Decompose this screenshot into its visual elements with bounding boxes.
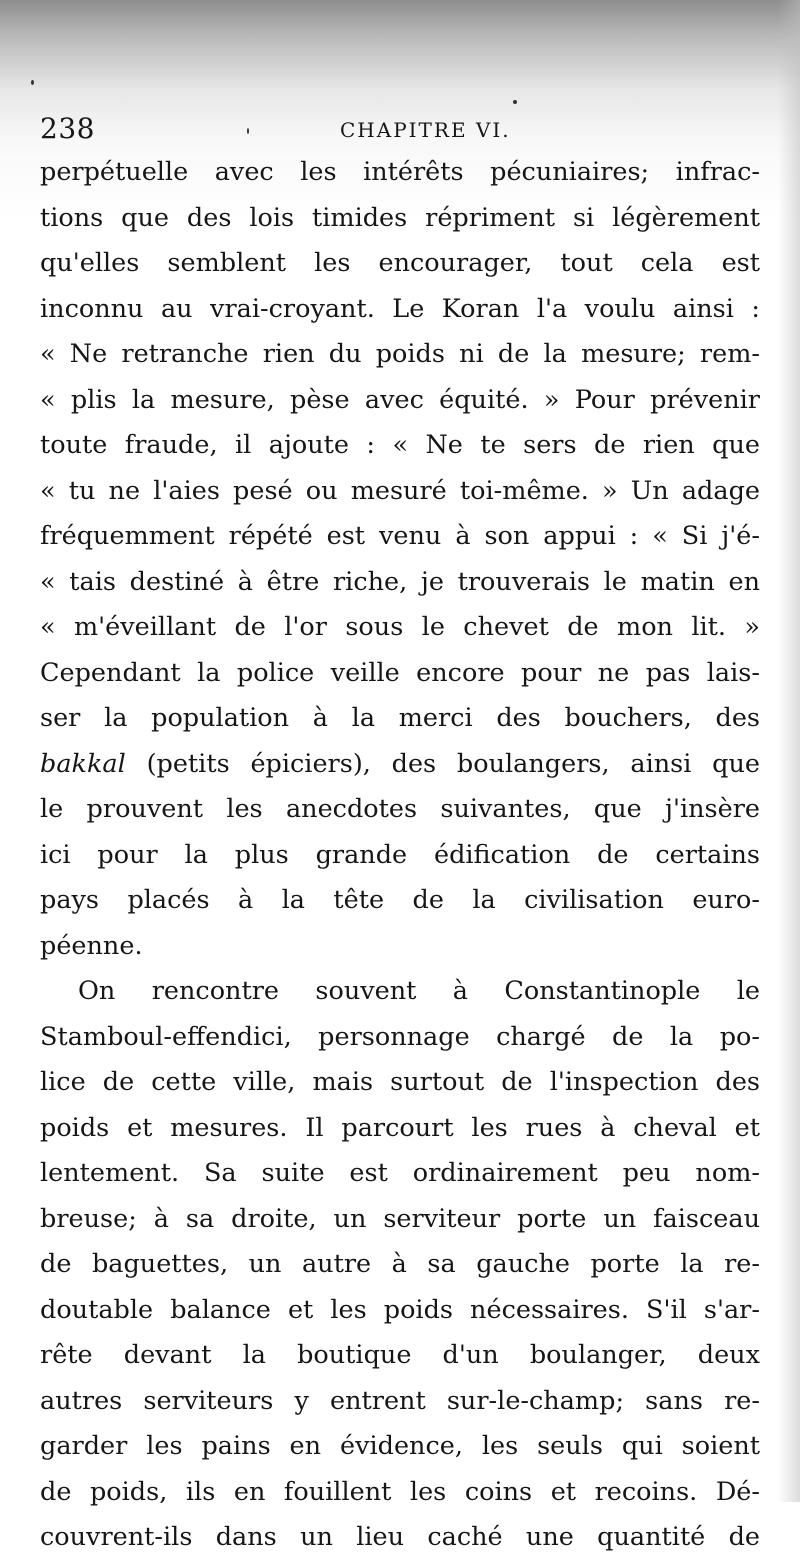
text-line: fréquemment répété est venu à son appui : « Si j'é-: [40, 521, 760, 551]
text-line: de poids, ils en fouillent les coins et recoins. Dé-: [40, 1476, 760, 1507]
text-line: Stamboul-effendici, personnage chargé de la po-: [40, 1021, 760, 1052]
text-line: toute fraude, il ajoute : « Ne te sers de rien que: [40, 430, 760, 460]
ink-speck: [513, 100, 517, 104]
text-line: « tu ne l'aies pesé ou mesuré toi-même. » Un adage: [40, 475, 760, 506]
text-line: poids et mesures. Il parcourt les rues à cheval et: [40, 1112, 760, 1143]
text-line: perpétuelle avec les intérêts pécuniaires; infrac-: [40, 157, 760, 187]
text-line: autres serviteurs y entrent sur-le-champ; sans re-: [40, 1385, 760, 1416]
text-line: lentement. Sa suite est ordinairement peu nom-: [40, 1158, 760, 1188]
text-line: lice de cette ville, mais surtout de l'inspection des: [40, 1067, 760, 1097]
paragraph-start-line: On rencontre souvent à Constantinople le: [78, 976, 760, 1006]
text-line: de baguettes, un autre à sa gauche porte la re-: [40, 1249, 760, 1279]
text-line: le prouvent les anecdotes suivantes, que j'insère: [40, 794, 760, 824]
text-line: doutable balance et les poids nécessaires. S'il s'ar-: [40, 1294, 760, 1325]
text-line: qu'elles semblent les encourager, tout cela est: [40, 248, 760, 278]
text-line: pays placés à la tête de la civilisation euro-: [40, 885, 760, 915]
text-line-with-italic: [40, 742, 760, 788]
text-line: Cependant la police veille encore pour ne pas lais-: [40, 657, 760, 688]
text-line: ser la population à la merci des bouchers, des: [40, 703, 760, 733]
page-header: [40, 112, 740, 146]
text-line-rest: (petits épiciers), des boulangers, ainsi que: [125, 748, 760, 779]
text-line: garder les pains en évidence, les seuls qui soient: [40, 1431, 760, 1461]
text-line: couvrent-ils dans un lieu caché une quantité de: [40, 1522, 760, 1552]
page-edge-shadow: [778, 0, 800, 1502]
text-line: ici pour la plus grande édification de certains: [40, 839, 760, 870]
text-line: tions que des lois timides répriment si légèrement: [40, 202, 760, 233]
running-head: CHAPITRE VI.: [340, 118, 511, 142]
text-line: breuse; à sa droite, un serviteur porte un faisceau: [40, 1203, 760, 1234]
ink-speck: [31, 80, 34, 85]
text-line: « Ne retranche rien du poids ni de la mesure; rem-: [40, 339, 760, 369]
body-text: [40, 150, 760, 1561]
paragraph-end-line: péenne.: [40, 930, 143, 961]
text-line: « m'éveillant de l'or sous le chevet de mon lit. »: [40, 612, 760, 642]
italic-term: bakkal: [40, 748, 126, 779]
page-number: 238: [40, 112, 95, 145]
text-line: rête devant la boutique d'un boulanger, deux: [40, 1340, 760, 1370]
text-line: inconnu au vrai-croyant. Le Koran l'a voulu ainsi :: [40, 293, 760, 324]
text-line: « plis la mesure, pèse avec équité. » Pour prévenir: [40, 384, 760, 415]
text-line: « tais destiné à être riche, je trouverais le matin en: [40, 566, 760, 597]
